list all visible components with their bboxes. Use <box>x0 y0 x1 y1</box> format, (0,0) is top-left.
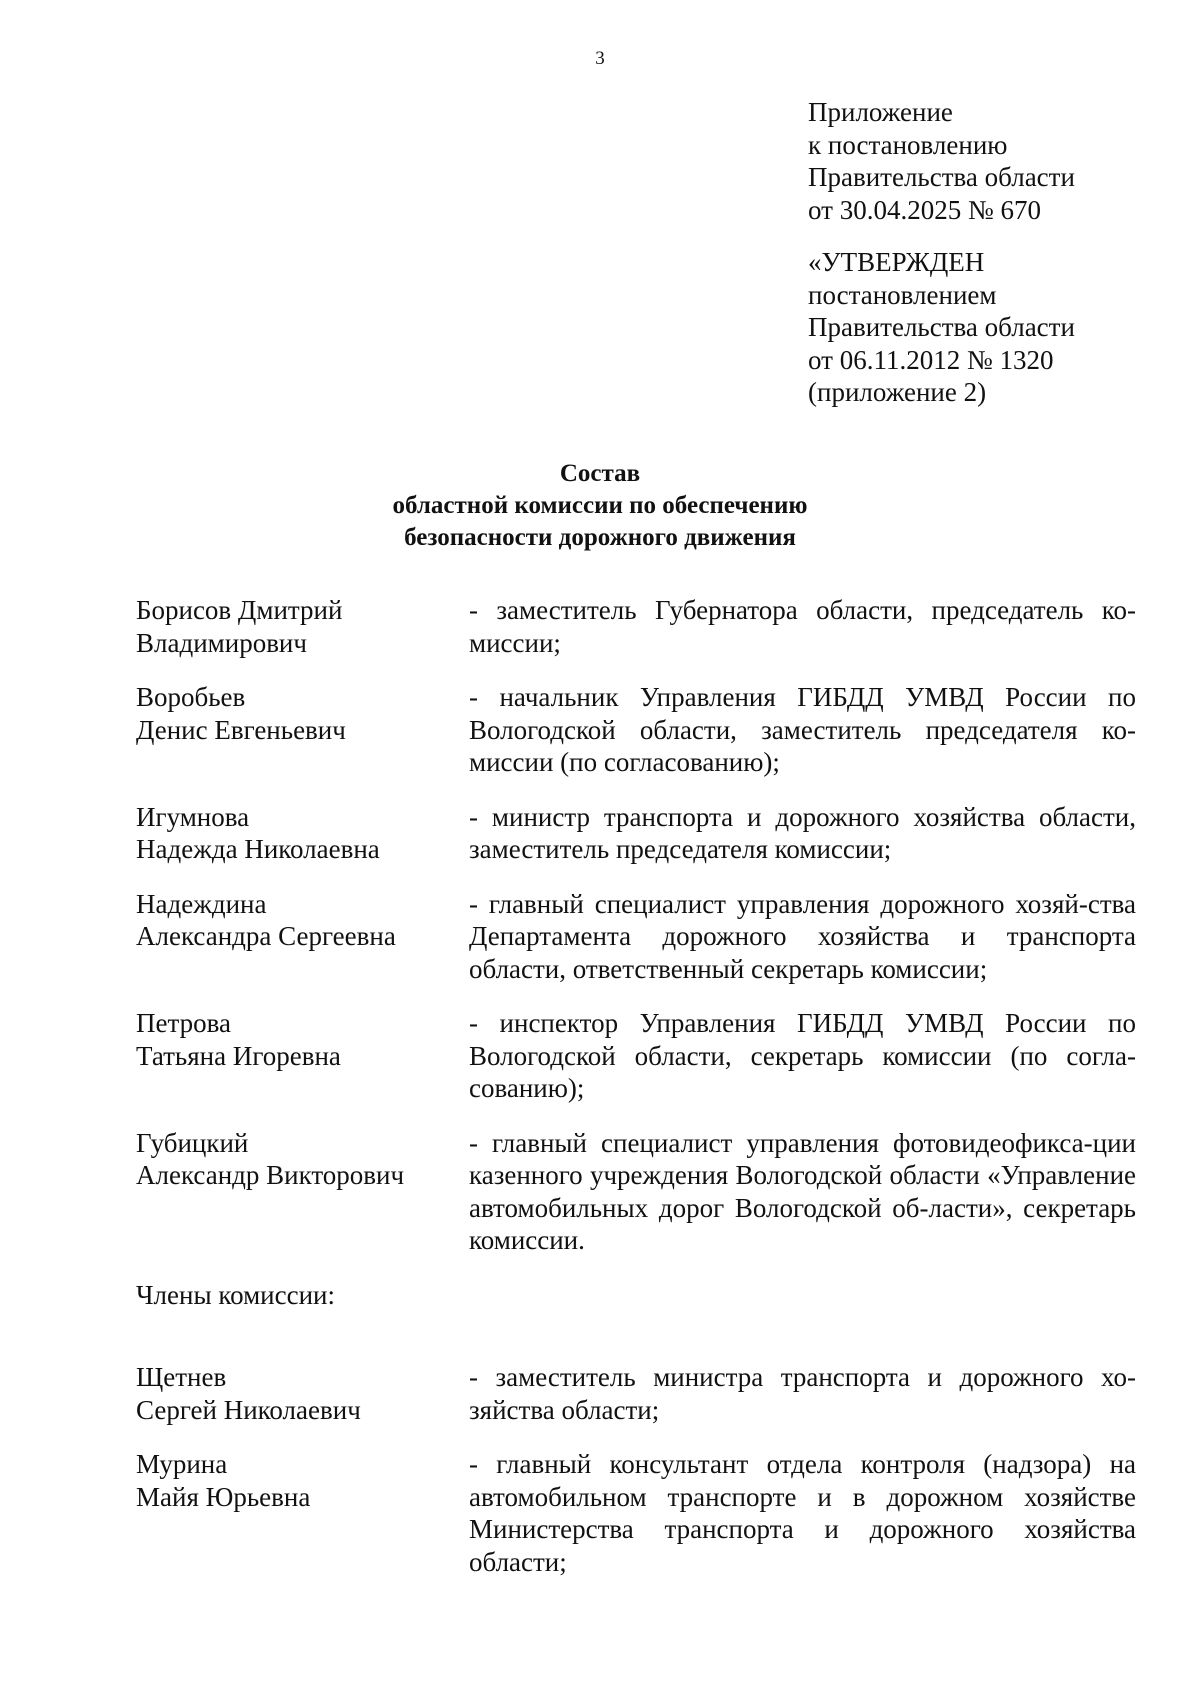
member-row <box>136 1007 1136 1105</box>
appendix-line: к постановлению <box>808 129 1008 160</box>
title-line: областной комиссии по обеспечению <box>392 492 808 519</box>
member-name <box>136 1448 469 1578</box>
member-name <box>136 1361 469 1426</box>
member-name <box>136 801 469 866</box>
members-list <box>136 1361 1136 1578</box>
member-row <box>136 681 1136 779</box>
appendix-line: от 30.04.2025 № 670 <box>808 194 1041 225</box>
member-given-name: Татьяна Игоревна <box>136 1040 341 1071</box>
member-surname: Губицкий <box>136 1127 249 1158</box>
member-surname: Петрова <box>136 1008 231 1038</box>
member-given-name: Майя Юрьевна <box>136 1481 311 1512</box>
document-title <box>0 458 1200 554</box>
member-role: - главный специалист управления дорожного хозяй-ства Департамента дорожного хозяйства и транспорта области, ответственный секретарь комиссии; <box>469 888 1136 984</box>
member-given-name: Александр Викторович <box>136 1160 405 1190</box>
member-given-name: Сергей Николаевич <box>136 1394 361 1425</box>
member-row <box>136 1127 1136 1257</box>
member-name <box>136 1127 469 1257</box>
member-given-name: Денис Евгеньевич <box>136 714 346 745</box>
leadership-list <box>136 594 1136 1257</box>
member-surname: Воробьев <box>136 682 246 712</box>
member-role: - министр транспорта и дорожного хозяйства области, заместитель председателя комиссии; <box>469 801 1136 864</box>
member-role: - инспектор Управления ГИБДД УМВД России по Вологодской области, секретарь комиссии (по согла-сованию); <box>469 1008 1136 1103</box>
member-surname: Надеждина <box>136 888 267 919</box>
member-role: - главный консультант отдела контроля (надзора) на автомобильном транспорте и в дорожном хозяйстве Министерства транспорта и дорожного хозяйства области; <box>469 1449 1136 1577</box>
member-given-name: Надежда Николаевна <box>136 834 380 864</box>
member-name <box>136 681 469 779</box>
member-name <box>136 1007 469 1105</box>
approved-line: постановлением <box>808 279 997 310</box>
member-row <box>136 801 1136 866</box>
member-given-name: Владимирович <box>136 627 307 658</box>
approved-line: «УТВЕРЖДЕН <box>808 247 985 277</box>
title-line: безопасности дорожного движения <box>404 524 796 551</box>
approved-line: от 06.11.2012 № 1320 <box>808 344 1054 375</box>
appendix-line: Правительства области <box>808 162 1075 192</box>
member-row <box>136 1361 1136 1426</box>
member-row <box>136 888 1136 986</box>
member-role: - начальник Управления ГИБДД УМВД России по Вологодской области, заместитель председателя ко-миссии (по согласованию); <box>469 682 1136 777</box>
member-surname: Борисов Дмитрий <box>136 595 343 625</box>
appendix-block <box>808 96 1075 226</box>
member-surname: Игумнова <box>136 801 250 832</box>
member-role: - заместитель Губернатора области, председатель ко-миссии; <box>469 595 1136 658</box>
member-role: - заместитель министра транспорта и дорожного хо-зяйства области; <box>469 1362 1136 1425</box>
member-name <box>136 594 469 659</box>
approved-block <box>808 246 1075 409</box>
member-surname: Мурина <box>136 1449 228 1479</box>
member-row <box>136 1448 1136 1578</box>
approved-line: (приложение 2) <box>808 377 987 407</box>
member-row <box>136 594 1136 659</box>
member-role: - главный специалист управления фотовидеофикса-ции казенного учреждения Вологодской области «Управление автомобильных дорог Вологодской об-ласти», секретарь комиссии. <box>469 1127 1136 1255</box>
member-given-name: Александра Сергеевна <box>136 921 396 951</box>
member-surname: Щетнев <box>136 1362 227 1392</box>
member-name <box>136 888 469 986</box>
page-number: 3 <box>595 48 605 69</box>
approved-line: Правительства области <box>808 312 1075 342</box>
members-label: Члены комиссии: <box>136 1279 335 1310</box>
title-line: Состав <box>559 460 641 487</box>
appendix-line: Приложение <box>808 97 953 127</box>
commission-list <box>136 594 1136 1600</box>
